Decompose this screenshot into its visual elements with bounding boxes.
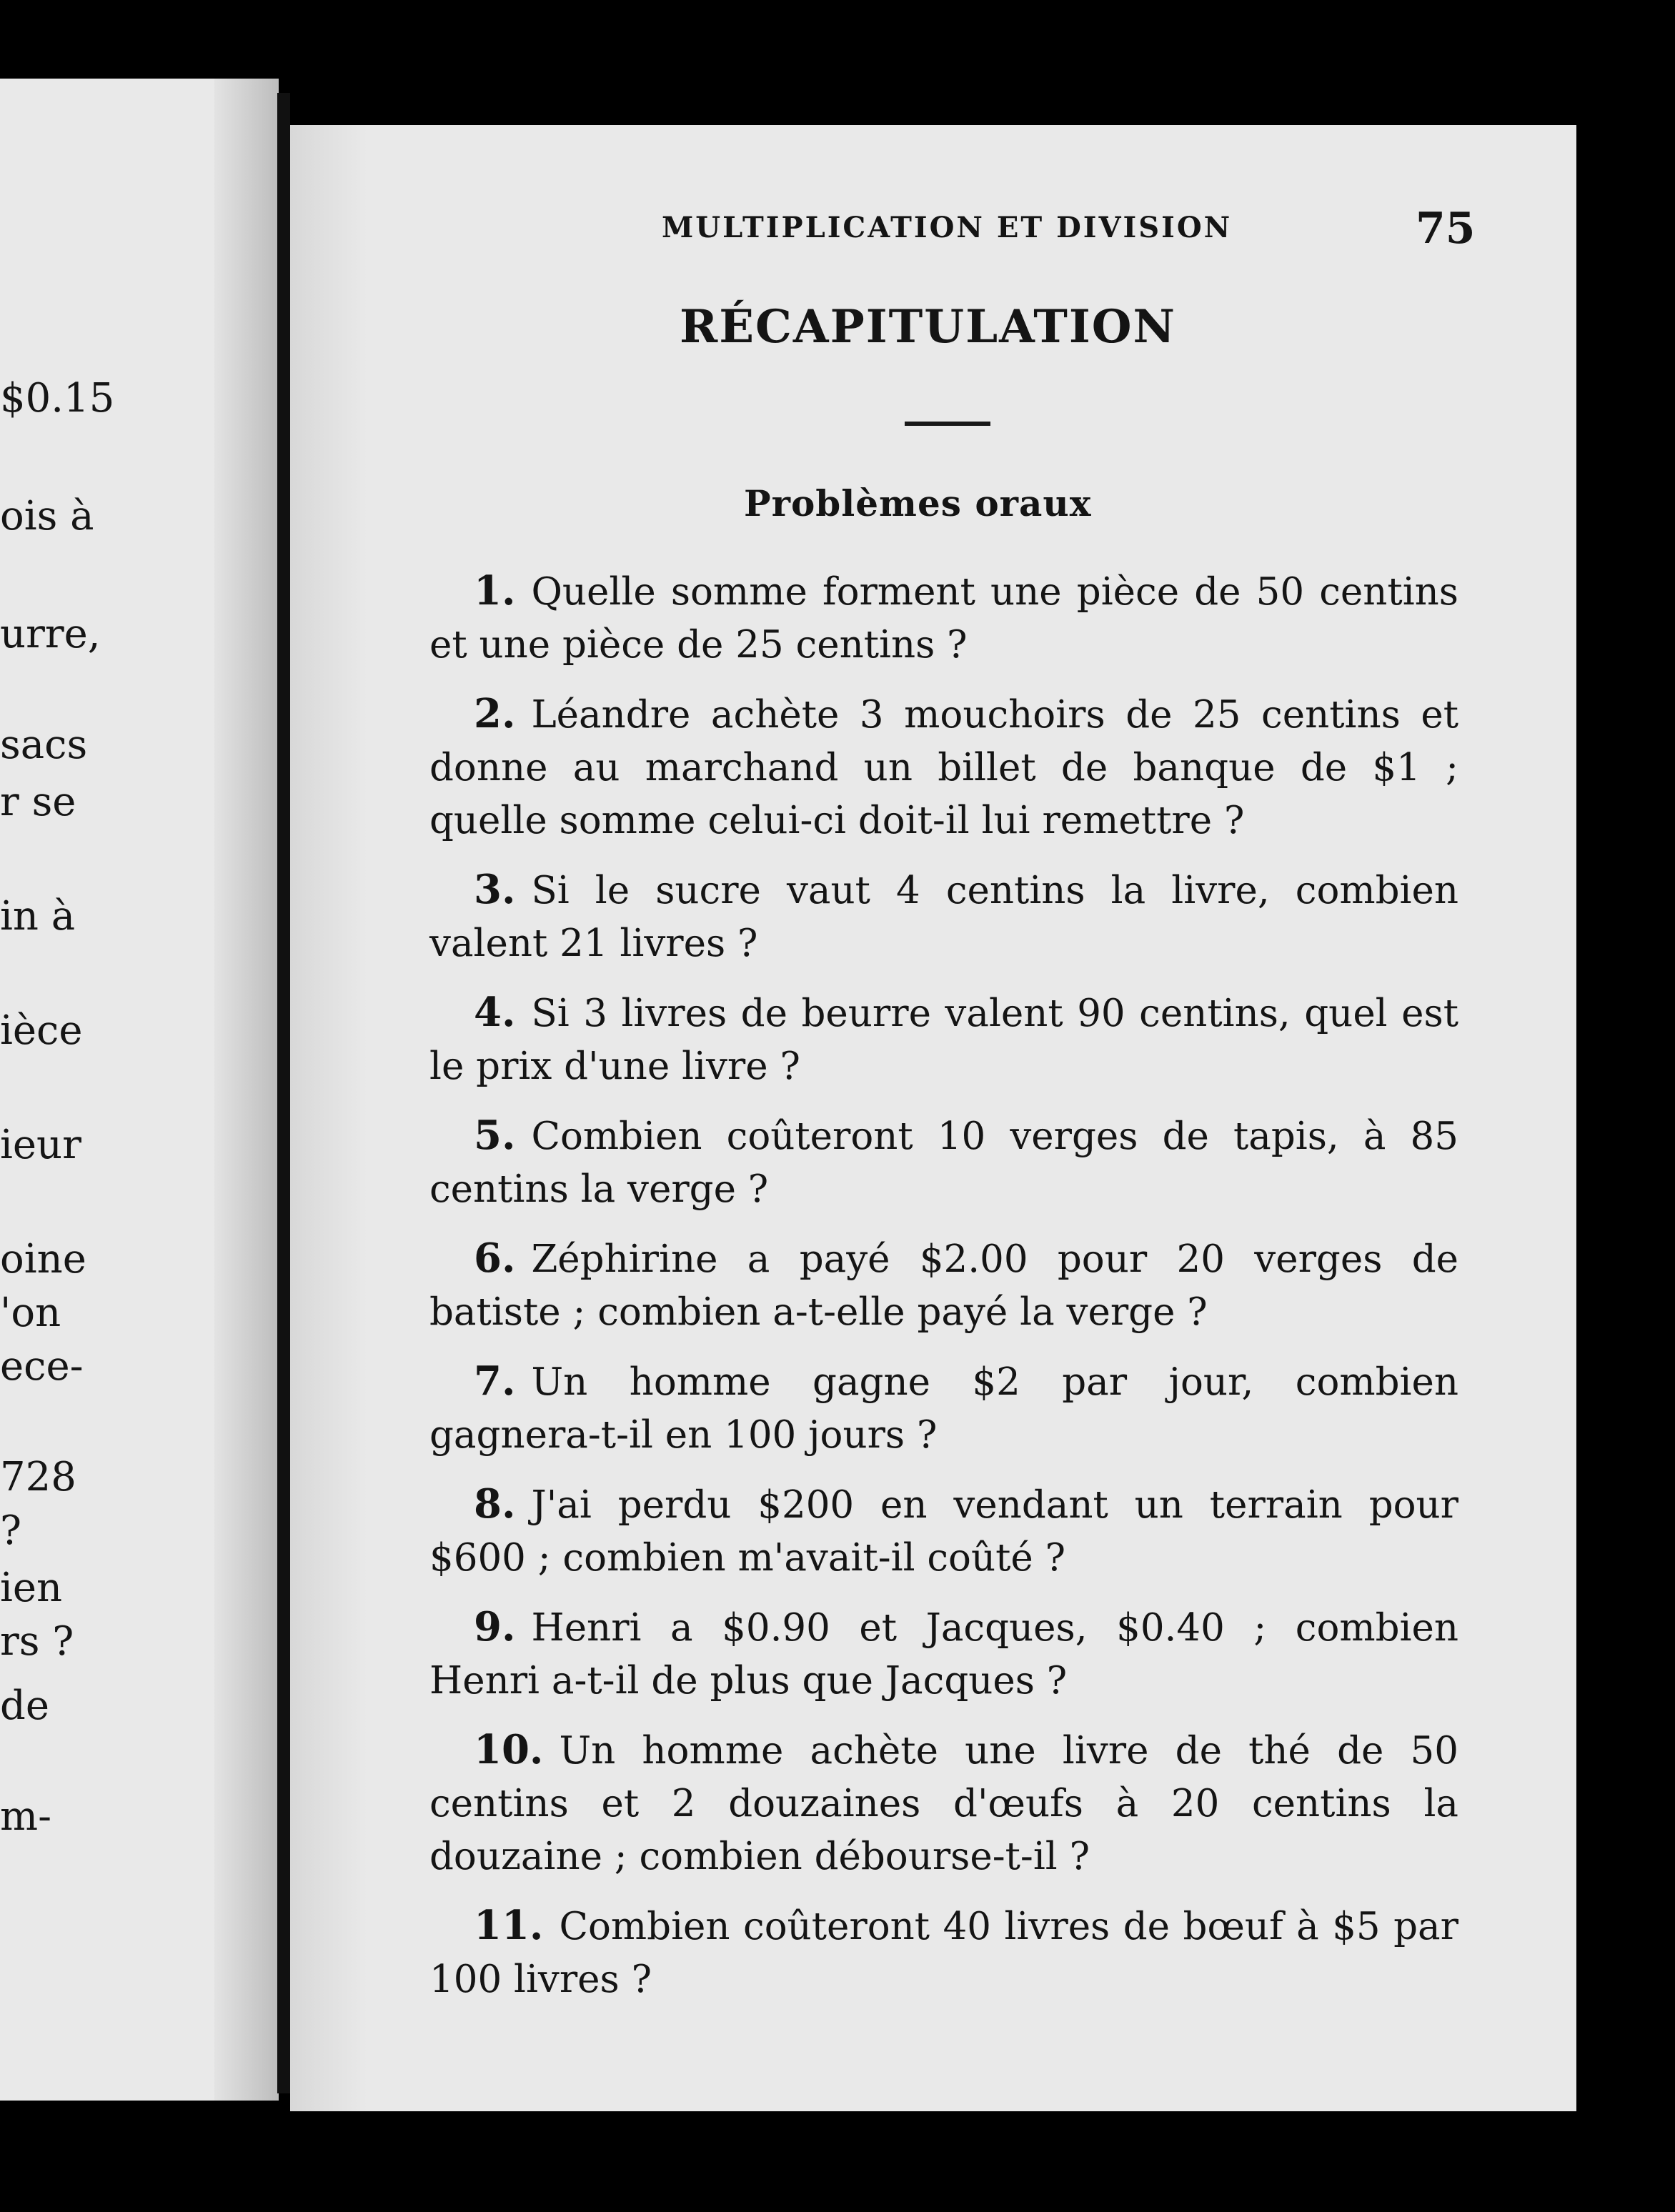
problem-text: Combien coûteront 10 verges de tapis, à 85 centins la verge ?	[429, 1115, 1458, 1211]
left-page-fragment: ien	[0, 1565, 63, 1611]
problem-list	[429, 564, 1458, 2022]
problem-item	[429, 1232, 1458, 1339]
left-page-fragment: oine	[0, 1236, 86, 1282]
problem-number: 5.	[474, 1112, 516, 1159]
problem-number: 11.	[474, 1902, 544, 1949]
problem-number: 2.	[474, 690, 516, 737]
subsection-title: Problèmes oraux	[744, 482, 1092, 524]
problem-text: Si 3 livres de beurre valent 90 centins, quel est le prix d'une livre ?	[429, 992, 1458, 1088]
problem-text: Un homme achète une livre de thé de 50 centins et 2 douzaines d'œufs à 20 centins la douzaine ; combien débourse-t-il ?	[429, 1729, 1458, 1878]
problem-item	[429, 986, 1458, 1093]
problem-item	[429, 1723, 1458, 1883]
right-page	[290, 125, 1576, 2111]
left-page-fragment: ?	[0, 1508, 22, 1554]
left-page-fragment: rs ?	[0, 1618, 74, 1665]
left-page-gutter-shadow	[214, 79, 279, 2101]
problem-text: Henri a $0.90 et Jacques, $0.40 ; combien Henri a-t-il de plus que Jacques ?	[429, 1606, 1458, 1703]
problem-item	[429, 1600, 1458, 1708]
problem-text: Combien coûteront 40 livres de bœuf à $5 par 100 livres ?	[429, 1905, 1458, 2001]
section-title: RÉCAPITULATION	[680, 300, 1177, 354]
title-rule	[905, 422, 990, 426]
left-page-fragment: urre,	[0, 611, 101, 657]
problem-number: 6.	[474, 1235, 516, 1282]
left-page-fragment: $0.15	[0, 375, 115, 422]
problem-text: Zéphirine a payé $2.00 pour 20 verges de batiste ; combien a-t-elle payé la verge ?	[429, 1237, 1458, 1334]
problem-item	[429, 564, 1458, 672]
book-gutter	[277, 93, 290, 2093]
problem-number: 1.	[474, 567, 516, 614]
problem-item	[429, 1355, 1458, 1462]
left-page-fragment: ece-	[0, 1343, 84, 1390]
left-page-fragment: in à	[0, 893, 76, 940]
running-head: MULTIPLICATION ET DIVISION	[662, 211, 1233, 244]
left-page-fragment: de	[0, 1683, 49, 1729]
problem-item	[429, 1899, 1458, 2006]
problem-number: 9.	[474, 1603, 516, 1650]
problem-number: 4.	[474, 989, 516, 1036]
problem-text: Un homme gagne $2 par jour, combien gagnera-t-il en 100 jours ?	[429, 1360, 1458, 1457]
left-page-fragment: sacs	[0, 722, 88, 768]
problem-number: 3.	[474, 866, 516, 913]
problem-number: 8.	[474, 1480, 516, 1528]
problem-text: Quelle somme forment une pièce de 50 centins et une pièce de 25 centins ?	[429, 570, 1458, 667]
left-page-fragment: m-	[0, 1793, 52, 1840]
problem-text: Si le sucre vaut 4 centins la livre, combien valent 21 livres ?	[429, 869, 1458, 965]
problem-item	[429, 863, 1458, 970]
problem-number: 7.	[474, 1357, 516, 1405]
left-page-fragment: ieur	[0, 1122, 81, 1168]
problem-item	[429, 687, 1458, 847]
problem-text: Léandre achète 3 mouchoirs de 25 centins et donne au marchand un billet de banque de $1 ; quelle somme celui-ci doit-il lui remettre ?	[429, 693, 1458, 842]
problem-item	[429, 1478, 1458, 1585]
page-number: 75	[1416, 204, 1476, 254]
problem-item	[429, 1109, 1458, 1216]
problem-number: 10.	[474, 1726, 544, 1773]
left-page-fragment: 'on	[0, 1290, 61, 1336]
problem-text: J'ai perdu $200 en vendant un terrain pour $600 ; combien m'avait-il coûté ?	[429, 1483, 1458, 1580]
left-page-fragment: ièce	[0, 1007, 83, 1054]
left-page-fragment: 728	[0, 1454, 76, 1500]
left-page-fragment: r se	[0, 779, 76, 825]
left-page-fragment: ois à	[0, 493, 94, 539]
